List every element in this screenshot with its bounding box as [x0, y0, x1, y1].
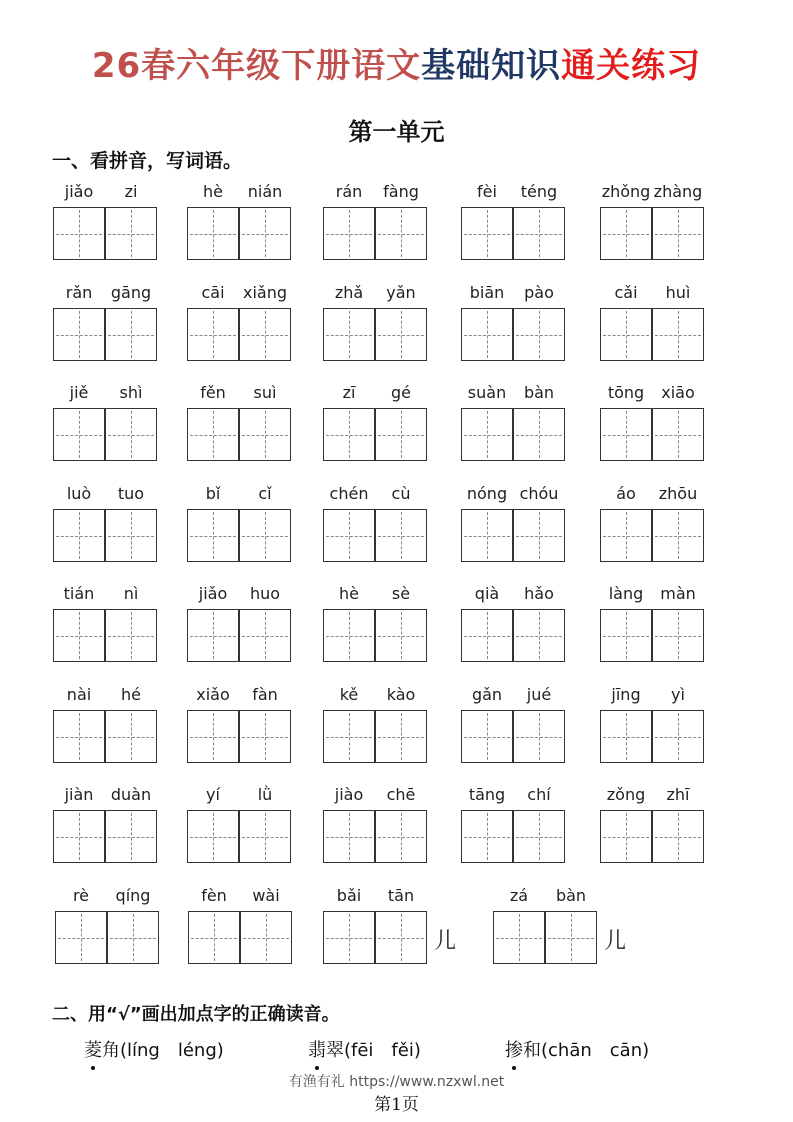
word-item: [323, 584, 433, 664]
pinyin-label: nì: [123, 584, 139, 603]
writing-box[interactable]: [323, 911, 375, 964]
word-item: [187, 383, 297, 463]
pinyin-label: hǎo: [524, 584, 554, 603]
pinyin-label: sè: [391, 584, 411, 603]
pinyin-label: fàn: [252, 685, 278, 704]
pinyin-label: rǎn: [65, 283, 93, 302]
pinyin-label: jiě: [69, 383, 89, 402]
word-item: [461, 283, 571, 363]
section1-heading: 一、看拼音，写词语。: [52, 150, 243, 172]
writing-box[interactable]: [375, 911, 427, 964]
pinyin-label: kào: [386, 685, 416, 704]
word-item: [493, 886, 603, 966]
pinyin-label: tōng: [607, 383, 645, 402]
writing-box[interactable]: [652, 810, 704, 863]
pinyin-label: cù: [391, 484, 411, 503]
writing-box[interactable]: [187, 408, 239, 461]
writing-box[interactable]: [461, 609, 513, 662]
pinyin-label: chí: [527, 785, 551, 804]
word-item: [461, 383, 571, 463]
writing-box[interactable]: [513, 207, 565, 260]
writing-box[interactable]: [652, 408, 704, 461]
pinyin-label: cǎi: [614, 283, 638, 302]
writing-box[interactable]: [652, 308, 704, 361]
word-item: [53, 584, 163, 664]
footer-watermark: 有渔有礼 https://www.nzxwl.net: [288, 1074, 505, 1090]
page-number: 第1页: [374, 1095, 419, 1115]
er-suffix: 儿: [434, 929, 457, 954]
writing-box[interactable]: [239, 308, 291, 361]
writing-box[interactable]: [239, 710, 291, 763]
pinyin-label: xiǎo: [196, 685, 230, 704]
question-text: 和(chān cān): [523, 1040, 650, 1061]
pinyin-label: cāi: [201, 283, 225, 302]
pinyin-label: tuo: [117, 484, 145, 503]
word-item: [187, 182, 297, 262]
writing-box[interactable]: [600, 308, 652, 361]
pinyin-label: chén: [329, 484, 369, 503]
word-item: [53, 785, 163, 865]
writing-box[interactable]: [323, 308, 375, 361]
pinyin-label: bǎi: [336, 886, 362, 905]
pinyin-label: tāng: [468, 785, 506, 804]
pinyin-label: jiǎo: [198, 584, 228, 603]
word-item: [323, 283, 433, 363]
question-text: 角(líng léng): [102, 1040, 224, 1061]
pinyin-label: gǎn: [471, 685, 503, 704]
pinyin-label: téng: [520, 182, 558, 201]
pinyin-label: tān: [387, 886, 415, 905]
word-item: [461, 785, 571, 865]
writing-box[interactable]: [600, 207, 652, 260]
pinyin-label: rè: [72, 886, 90, 905]
writing-box[interactable]: [513, 509, 565, 562]
writing-box[interactable]: [600, 408, 652, 461]
word-item: [323, 886, 433, 966]
pinyin-label: jiàn: [64, 785, 94, 804]
writing-box[interactable]: [239, 509, 291, 562]
word-item: [600, 685, 710, 765]
writing-box[interactable]: [545, 911, 597, 964]
word-item: [461, 484, 571, 564]
dotted-char: 菱: [84, 1040, 102, 1061]
pinyin-label: yí: [206, 785, 220, 804]
writing-box[interactable]: [461, 207, 513, 260]
writing-box[interactable]: [188, 911, 240, 964]
writing-box[interactable]: [187, 710, 239, 763]
writing-box[interactable]: [187, 810, 239, 863]
pinyin-label: kě: [339, 685, 359, 704]
section2-heading: 二、用“√”画出加点字的正确读音。: [52, 1004, 340, 1025]
writing-box[interactable]: [53, 810, 105, 863]
word-item: [323, 484, 433, 564]
pinyin-label: duàn: [110, 785, 152, 804]
word-item: [55, 886, 165, 966]
er-suffix: 儿: [604, 929, 627, 954]
writing-box[interactable]: [53, 207, 105, 260]
writing-box[interactable]: [187, 609, 239, 662]
pinyin-label: màn: [660, 584, 696, 603]
pinyin-label: zi: [124, 182, 138, 201]
writing-box[interactable]: [600, 710, 652, 763]
writing-box[interactable]: [375, 408, 427, 461]
pinyin-label: fěn: [200, 383, 226, 402]
writing-box[interactable]: [652, 609, 704, 662]
word-item: [600, 785, 710, 865]
pinyin-label: hè: [339, 584, 359, 603]
writing-box[interactable]: [461, 308, 513, 361]
title-part-3: 通关练习: [561, 46, 702, 86]
question-3: [505, 1036, 649, 1062]
word-item: [188, 886, 298, 966]
writing-box[interactable]: [323, 710, 375, 763]
word-item: [323, 182, 433, 262]
question-1: [84, 1036, 224, 1062]
word-item: [53, 685, 163, 765]
pinyin-label: jīng: [611, 685, 641, 704]
pinyin-label: pào: [524, 283, 554, 302]
writing-box[interactable]: [600, 810, 652, 863]
pinyin-label: zhī: [666, 785, 690, 804]
writing-box[interactable]: [652, 207, 704, 260]
pinyin-label: huo: [249, 584, 281, 603]
pinyin-label: nài: [66, 685, 92, 704]
writing-box[interactable]: [105, 609, 157, 662]
pinyin-label: jiào: [334, 785, 364, 804]
title-part-2: 基础知识: [421, 46, 562, 86]
pinyin-label: yǎn: [386, 283, 416, 302]
writing-box[interactable]: [105, 810, 157, 863]
pinyin-label: shì: [119, 383, 143, 402]
writing-box[interactable]: [105, 308, 157, 361]
writing-box[interactable]: [461, 509, 513, 562]
writing-box[interactable]: [239, 609, 291, 662]
pinyin-label: jué: [526, 685, 552, 704]
writing-box[interactable]: [323, 408, 375, 461]
writing-box[interactable]: [323, 609, 375, 662]
word-item: [461, 685, 571, 765]
writing-box[interactable]: [375, 810, 427, 863]
writing-box[interactable]: [53, 308, 105, 361]
writing-box[interactable]: [240, 911, 292, 964]
writing-box[interactable]: [55, 911, 107, 964]
pinyin-label: rán: [335, 182, 363, 201]
writing-box[interactable]: [53, 609, 105, 662]
unit-title: 第一单元: [348, 117, 445, 146]
pinyin-label: bàn: [555, 886, 587, 905]
pinyin-label: tián: [63, 584, 95, 603]
word-item: [323, 685, 433, 765]
writing-box[interactable]: [105, 207, 157, 260]
pinyin-label: chē: [386, 785, 416, 804]
writing-box[interactable]: [652, 710, 704, 763]
writing-box[interactable]: [513, 710, 565, 763]
word-item: [53, 182, 163, 262]
writing-box[interactable]: [239, 408, 291, 461]
writing-box[interactable]: [187, 207, 239, 260]
writing-box[interactable]: [600, 509, 652, 562]
pinyin-label: yì: [671, 685, 685, 704]
writing-box[interactable]: [600, 609, 652, 662]
pinyin-label: zhǎ: [334, 283, 364, 302]
writing-box[interactable]: [105, 509, 157, 562]
word-item: [600, 283, 710, 363]
pinyin-label: biān: [469, 283, 505, 302]
pinyin-label: hé: [121, 685, 141, 704]
pinyin-label: zá: [509, 886, 529, 905]
writing-box[interactable]: [461, 710, 513, 763]
dotted-char: 掺: [505, 1040, 523, 1061]
pinyin-label: wài: [252, 886, 280, 905]
writing-box[interactable]: [53, 710, 105, 763]
writing-box[interactable]: [375, 207, 427, 260]
pinyin-label: suì: [253, 383, 277, 402]
word-item: [461, 182, 571, 262]
writing-box[interactable]: [461, 408, 513, 461]
word-item: [600, 584, 710, 664]
title-part-1: 26春六年级下册语文: [91, 46, 422, 86]
pinyin-label: bǐ: [205, 484, 221, 503]
word-item: [187, 685, 297, 765]
pinyin-label: qíng: [115, 886, 151, 905]
pinyin-label: lǜ: [257, 785, 273, 804]
writing-box[interactable]: [53, 509, 105, 562]
writing-box[interactable]: [493, 911, 545, 964]
pinyin-label: xiāo: [661, 383, 695, 402]
word-item: [53, 484, 163, 564]
pinyin-label: fèi: [477, 182, 497, 201]
writing-box[interactable]: [513, 810, 565, 863]
word-item: [323, 383, 433, 463]
pinyin-label: zhōu: [658, 484, 698, 503]
pinyin-label: bàn: [523, 383, 555, 402]
word-item: [461, 584, 571, 664]
pinyin-label: huì: [665, 283, 691, 302]
pinyin-label: suàn: [467, 383, 507, 402]
word-item: [53, 283, 163, 363]
word-item: [600, 484, 710, 564]
pinyin-label: hè: [203, 182, 223, 201]
pinyin-label: zī: [342, 383, 356, 402]
pinyin-label: gāng: [110, 283, 152, 302]
writing-box[interactable]: [187, 308, 239, 361]
writing-box[interactable]: [513, 609, 565, 662]
writing-box[interactable]: [53, 408, 105, 461]
word-item: [187, 484, 297, 564]
writing-box[interactable]: [375, 509, 427, 562]
writing-box[interactable]: [375, 710, 427, 763]
writing-box[interactable]: [513, 408, 565, 461]
pinyin-label: gé: [391, 383, 411, 402]
writing-box[interactable]: [375, 308, 427, 361]
writing-box[interactable]: [461, 810, 513, 863]
word-item: [53, 383, 163, 463]
writing-box[interactable]: [187, 509, 239, 562]
pinyin-label: fàng: [383, 182, 419, 201]
pinyin-label: fèn: [201, 886, 227, 905]
pinyin-label: jiǎo: [64, 182, 94, 201]
word-item: [187, 584, 297, 664]
writing-box[interactable]: [239, 810, 291, 863]
word-item: [600, 182, 710, 262]
pinyin-label: luò: [66, 484, 92, 503]
writing-box[interactable]: [323, 509, 375, 562]
pinyin-label: zhǒng: [601, 182, 651, 201]
word-item: [187, 283, 297, 363]
question-2: [308, 1036, 421, 1062]
writing-box[interactable]: [323, 207, 375, 260]
question-text: 翠(fēi fěi): [326, 1040, 421, 1061]
word-item: [323, 785, 433, 865]
writing-box[interactable]: [107, 911, 159, 964]
writing-box[interactable]: [323, 810, 375, 863]
pinyin-label: nóng: [466, 484, 508, 503]
pinyin-label: zǒng: [606, 785, 646, 804]
writing-box[interactable]: [105, 710, 157, 763]
pinyin-label: nián: [247, 182, 283, 201]
pinyin-label: zhàng: [653, 182, 703, 201]
pinyin-label: cǐ: [258, 484, 272, 503]
word-item: [187, 785, 297, 865]
word-item: [600, 383, 710, 463]
pinyin-label: áo: [616, 484, 636, 503]
writing-box[interactable]: [375, 609, 427, 662]
pinyin-label: làng: [608, 584, 644, 603]
writing-box[interactable]: [652, 509, 704, 562]
pinyin-label: xiǎng: [242, 283, 287, 302]
dotted-char: 翡: [308, 1040, 326, 1061]
pinyin-label: chóu: [519, 484, 559, 503]
writing-box[interactable]: [105, 408, 157, 461]
writing-box[interactable]: [239, 207, 291, 260]
writing-box[interactable]: [513, 308, 565, 361]
pinyin-label: qià: [474, 584, 500, 603]
